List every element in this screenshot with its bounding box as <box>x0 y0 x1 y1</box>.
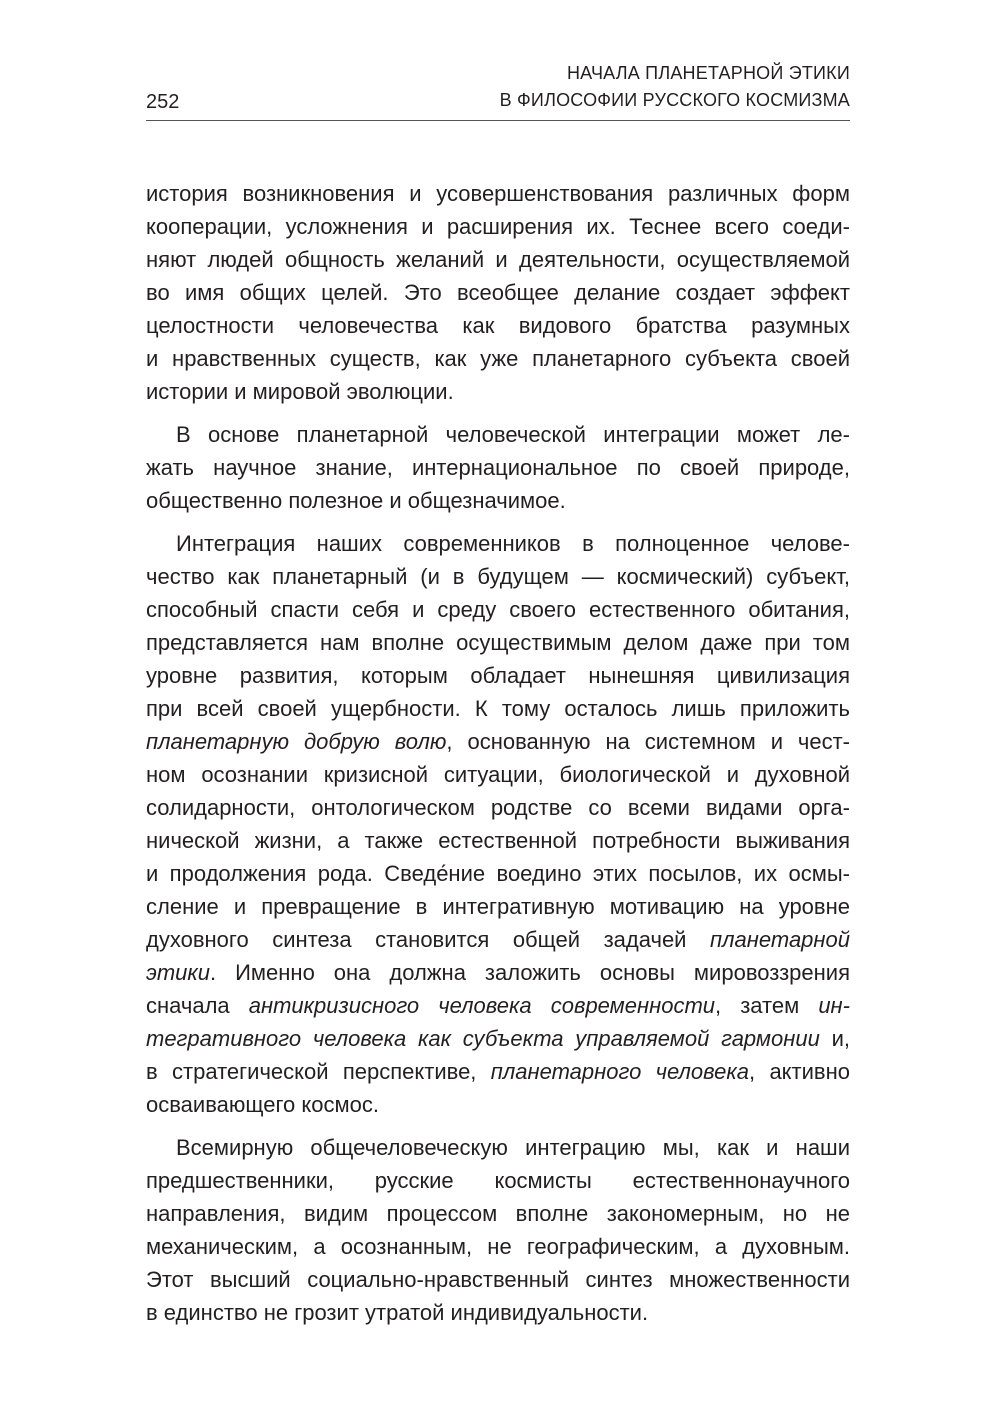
text-line: солидарности, онтологическом родстве со всеми видами орга- <box>146 795 850 820</box>
italic-phrase: планетарной <box>710 927 850 952</box>
text-line: истории и мировой эволюции. <box>146 379 454 404</box>
page-header <box>146 60 850 121</box>
text-line: предшественники, русские космисты естественнонаучного <box>146 1168 850 1193</box>
text-line: осваивающего космос. <box>146 1092 379 1117</box>
running-head-line-1: НАЧАЛА ПЛАНЕТАРНОЙ ЭТИКИ <box>566 63 850 83</box>
text-line: и нравственных существ, как уже планетарного субъекта своей <box>146 346 850 371</box>
text-line <box>146 923 850 956</box>
text-run: , активно <box>749 1059 850 1084</box>
text-line: направления, видим процессом вполне закономерным, но не <box>146 1201 850 1226</box>
italic-phrase: антикризисного человека современности <box>248 993 715 1018</box>
paragraph-4 <box>146 1131 850 1329</box>
text-line: В основе планетарной человеческой интеграции может ле- <box>176 422 850 447</box>
text-line: Всемирную общечеловеческую интеграцию мы, как и наши <box>176 1135 850 1160</box>
paragraph-3 <box>146 527 850 1121</box>
text-line: няют людей общность желаний и деятельности, осуществляемой <box>146 247 850 272</box>
italic-phrase: этики <box>146 960 211 985</box>
page-number: 252 <box>146 91 180 113</box>
text-run: , основанную на системном и чест- <box>446 729 850 754</box>
paragraph-1 <box>146 177 850 408</box>
text-line <box>146 956 850 989</box>
text-line: нической жизни, а также естественной потребности выживания <box>146 828 850 853</box>
text-line <box>146 989 850 1022</box>
text-line: история возникновения и усовершенствования различных форм <box>146 181 850 206</box>
text-run: духовного синтеза становится общей задачей <box>146 927 711 952</box>
text-line: жать научное знание, интернациональное по своей природе, <box>146 455 850 480</box>
text-run: сначала <box>146 993 249 1018</box>
text-line: кооперации, усложнения и расширения их. Теснее всего соеди- <box>146 214 850 239</box>
text-line <box>146 1055 850 1088</box>
text-line: во имя общих целей. Это всеобщее делание создает эффект <box>146 280 850 305</box>
text-line: Этот высший социально-нравственный синтез множественности <box>146 1267 850 1292</box>
italic-phrase: планетарного человека <box>490 1059 750 1084</box>
text-line: целостности человечества как видового братства разумных <box>146 313 850 338</box>
text-line: чество как планетарный (и в будущем — космический) субъект, <box>146 564 850 589</box>
text-line: способный спасти себя и среду своего естественного обитания, <box>146 597 850 622</box>
italic-phrase: тегративного человека как субъекта управляемой гармонии <box>146 1026 820 1051</box>
text-line: ном осознании кризисной ситуации, биологической и духовной <box>146 762 850 787</box>
text-line <box>146 1022 850 1055</box>
running-head <box>500 60 850 114</box>
text-line: уровне развития, которым обладает нынешняя цивилизация <box>146 663 850 688</box>
body-text <box>146 177 850 1339</box>
text-line: и продолжения рода. Сведе́ние воедино этих посылов, их осмы- <box>146 861 850 886</box>
italic-phrase: планетарную добрую волю <box>146 729 447 754</box>
text-line: при всей своей ущербности. К тому осталось лишь приложить <box>146 696 850 721</box>
text-line: сление и превращение в интегративную мотивацию на уровне <box>146 894 850 919</box>
text-line: механическим, а осознанным, не географическим, а духовным. <box>146 1234 850 1259</box>
text-run: в стратегической перспективе, <box>146 1059 491 1084</box>
text-run: и, <box>819 1026 850 1051</box>
text-run: . Именно она должна заложить основы мировоззрения <box>210 960 850 985</box>
text-line: представляется нам вполне осуществимым делом даже при том <box>146 630 850 655</box>
text-line: общественно полезное и общезначимое. <box>146 488 566 513</box>
text-line <box>146 725 850 758</box>
text-line: Интеграция наших современников в полноценное челове- <box>176 531 850 556</box>
text-line: в единство не грозит утратой индивидуальности. <box>146 1300 649 1325</box>
italic-phrase: ин- <box>818 993 850 1018</box>
text-run: , затем <box>715 993 819 1018</box>
paragraph-2 <box>146 418 850 517</box>
running-head-line-2: В ФИЛОСОФИИ РУССКОГО КОСМИЗМА <box>499 90 850 110</box>
